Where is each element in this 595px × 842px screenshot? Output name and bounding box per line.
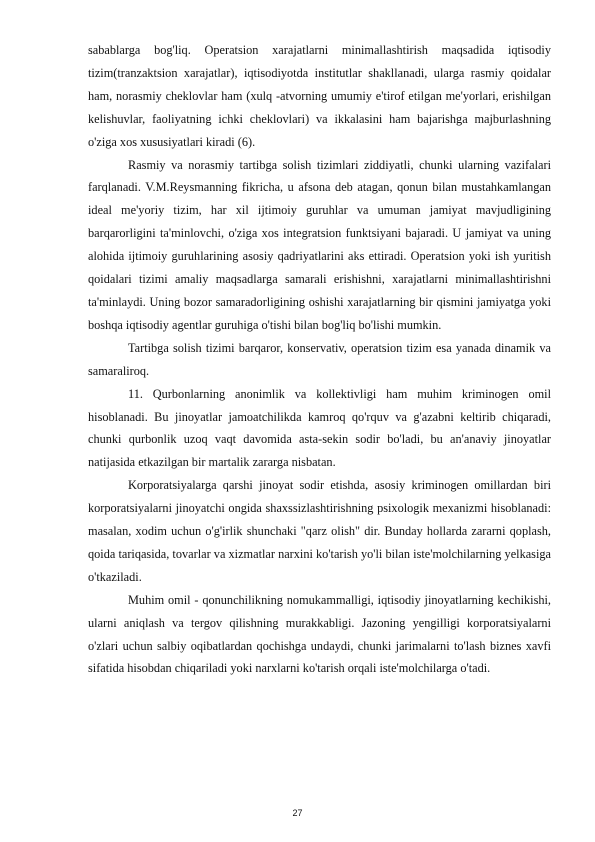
paragraph-4: 11. Qurbonlarning anonimlik va kollektivligi ham muhim kriminogen omil hisoblanadi. Bu jinoyatlar jamoatchilikda kamroq qo'rquv va g'azabni keltirib chiqaradi, chunki qurbonlik uzoq vaqt davomida asta-sekin sodir bo'ladi, bu an'anaviy jinoyatlar natijasida etkazilgan bir martalik zararga nisbatan. <box>88 386 551 470</box>
paragraph-2: Rasmiy va norasmiy tartibga solish tizimlari ziddiyatli, chunki ularning vazifalari farqlanadi. V.M.Reysmanning fikricha, u afsona deb atagan, qonun bilan mustahkamlangan ideal me'yoriy tizim, har xil ijtimoiy guruhlar va umuman jamiyat mavjudligining barqarorligini ta'minlovchi, o'ziga xos integratsion funktsiyani bajaradi. U jamiyat va uning alohida ijtimoiy guruhlarining asosiy qadriyatlarini aks ettiradi. Operatsion yoki ish yuritish qoidalari tizimi amaliy maqsadlarga samarali erishishni, xarajatlarni minimallashtirishni ta'minlaydi. Uning bozor samaradorligining oshishi xarajatlarning bir qismini jamiyatga yoki boshqa iqtisodiy agentlar guruhiga o'tishi bilan bog'liq bo'lishi mumkin. <box>88 157 551 332</box>
paragraph-6: Muhim omil - qonunchilikning nomukammalligi, iqtisodiy jinoyatlarning kechikishi, ularni aniqlash va tergov qilishning murakkabligi. Jazoning yengilligi korporatsiyalarni o'zlari uchun salbiy oqibatlardan qochishga undaydi, chunki jarimalarni to'lash biznes xavfi sifatida hisobdan chiqariladi yoki narxlarni ko'tarish orqali iste'molchilarga o'tadi. <box>88 592 551 676</box>
page-number: 27 <box>292 808 303 818</box>
paragraph-5: Korporatsiyalarga qarshi jinoyat sodir etishda, asosiy kriminogen omillardan biri korporatsiyalarni jinoyatchi ongida shaxssizlashtirishning psixologik mexanizmi hisoblanadi: masalan, xodim uchun o'g'irlik shunchaki "qarz olish" dir. Bunday hollarda zararni qoplash, qoida tariqasida, tovarlar va xizmatlar narxini ko'tarish yo'li bilan iste'molchilarning yelkasiga o'tkaziladi. <box>88 478 551 584</box>
paragraph-1: sabablarga bog'liq. Operatsion xarajatlarni minimallashtirish maqsadida iqtisodiy tizim(tranzaktsion xarajatlar), iqtisodiyotda institutlar shakllanadi, ularga rasmiy qoidalar ham, norasmiy cheklovlar ham (xulq -atvorning umumiy e'tirof etilgan me'yorlari, erishilgan kelishuvlar, faoliyatning ichki cheklovlari) va ikkalasini ham bajarishga majburlashning o'ziga xos xususiyatlari kiradi (6). <box>88 43 551 149</box>
paragraph-3: Tartibga solish tizimi barqaror, konservativ, operatsion tizim esa yanada dinamik va samaraliroq. <box>88 340 551 378</box>
document-body <box>88 39 551 680</box>
